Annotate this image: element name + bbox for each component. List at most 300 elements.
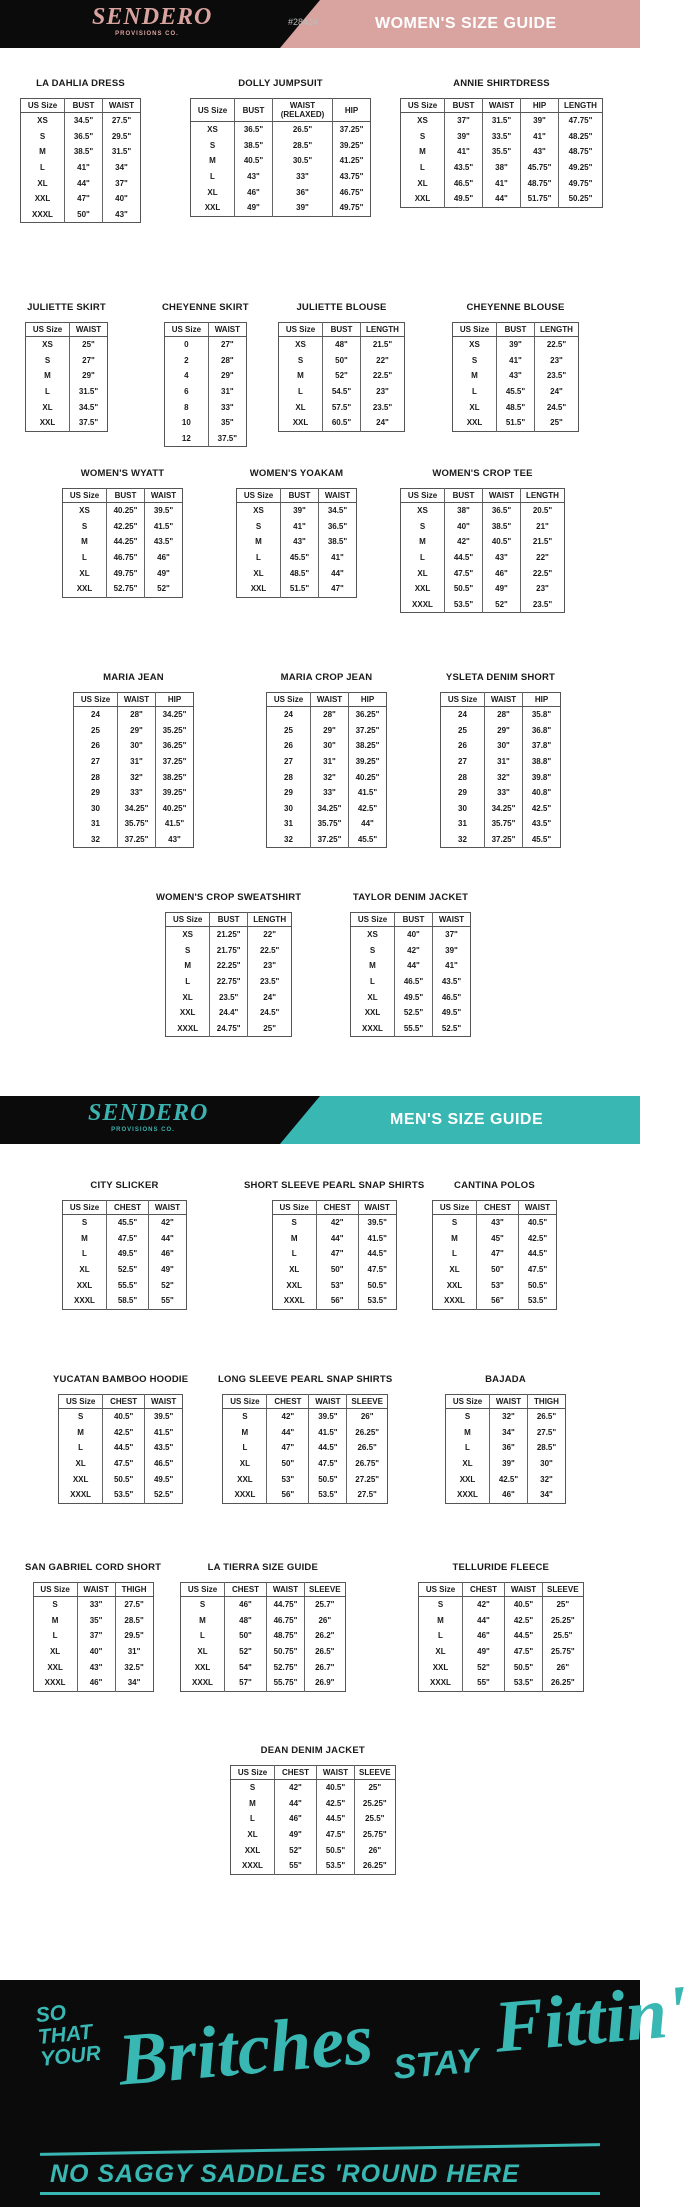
table-cell: 46.5" (145, 1456, 183, 1472)
column-header: US Size (267, 693, 311, 707)
size-chart-title: CITY SLICKER (90, 1180, 159, 1191)
size-chart-title: JULIETTE BLOUSE (296, 302, 387, 313)
column-header: US Size (63, 489, 107, 503)
table-cell: XL (37, 178, 48, 188)
table-cell: XL (462, 1459, 473, 1469)
table-cell: 49" (275, 1827, 317, 1843)
table-cell: S (437, 1600, 444, 1610)
size-chart-ysleta-denim-short (440, 672, 561, 848)
table-cell: 28" (208, 353, 246, 369)
table-row (237, 534, 357, 550)
table-cell: 26.7" (305, 1659, 346, 1675)
table-cell: XL (79, 1265, 90, 1275)
table-row (26, 415, 108, 431)
table-cell: 33" (311, 785, 349, 801)
table-cell: 44.25" (107, 534, 145, 550)
table-cell: 50" (65, 207, 103, 223)
table-row (33, 1675, 153, 1691)
table-cell: 28.5" (115, 1613, 153, 1629)
table-row (401, 144, 603, 160)
size-chart-title: WOMEN'S CROP SWEATSHIRT (156, 892, 302, 903)
table-row (446, 1409, 566, 1425)
table-cell: 41" (433, 958, 471, 974)
table-cell: 30.5" (273, 153, 333, 169)
table-row (446, 1487, 566, 1503)
table-cell: 21.25" (210, 927, 248, 943)
table-row (181, 1597, 346, 1613)
table-row (63, 1293, 187, 1309)
column-header: US Size (351, 913, 395, 927)
column-header: CHEST (316, 1201, 358, 1215)
table-cell: XL (42, 402, 53, 412)
size-chart-title: CHEYENNE BLOUSE (466, 302, 565, 313)
table-cell: XL (207, 187, 218, 197)
table-header-row (26, 323, 108, 337)
table-row (223, 1471, 388, 1487)
column-header: BUST (235, 99, 273, 122)
table-cell: M (255, 537, 262, 547)
table-row (59, 1440, 183, 1456)
column-header: CHEST (225, 1583, 267, 1597)
size-chart-title: YSLETA DENIM SHORT (445, 672, 556, 683)
table-cell: 25 (284, 725, 293, 735)
table-row (433, 1277, 557, 1293)
table-cell: L (250, 1814, 255, 1824)
table-cell: 31.5" (103, 144, 141, 160)
table-cell: 44" (275, 1796, 317, 1812)
table-row (401, 597, 565, 613)
table-cell: M (437, 1615, 444, 1625)
table-cell: 37.25" (485, 832, 523, 848)
table-cell: L (256, 553, 261, 563)
column-header: US Size (21, 99, 65, 113)
table-row (433, 1215, 557, 1231)
table-cell: 37.5" (208, 431, 246, 447)
table-cell: L (472, 387, 477, 397)
size-chart-title: LA DAHLIA DRESS (36, 78, 125, 89)
table-cell: 41.5" (358, 1231, 396, 1247)
size-chart-long-sleeve-pearl-snap-shirts (218, 1374, 392, 1504)
table-cell: 31" (485, 754, 523, 770)
table-header-row (272, 1201, 396, 1215)
table-cell: XXXL (192, 1678, 213, 1688)
table-cell: XS (79, 506, 90, 516)
table-row (267, 785, 387, 801)
table-cell: 12 (181, 433, 191, 443)
table-cell: 8 (184, 402, 189, 412)
size-table (418, 1582, 584, 1692)
size-chart-la-tierra-size-guide (180, 1562, 346, 1692)
table-row (164, 415, 246, 431)
table-cell: 40.5" (483, 534, 521, 550)
table-cell: S (464, 1412, 471, 1422)
table-cell: 35" (208, 415, 246, 431)
column-header: US Size (33, 1583, 77, 1597)
table-row (453, 353, 579, 369)
table-cell: 42" (275, 1780, 317, 1796)
size-chart-dean-denim-jacket (230, 1745, 396, 1875)
column-header: THIGH (115, 1583, 153, 1597)
table-cell: 53.5" (519, 1293, 557, 1309)
table-row (267, 723, 387, 739)
table-cell: XL (79, 568, 90, 578)
table-cell: 40.8" (523, 785, 561, 801)
table-cell: 55.5" (395, 1021, 433, 1037)
size-chart-juliette-skirt (25, 302, 108, 432)
table-cell: L (438, 1631, 443, 1641)
column-header: LENGTH (535, 323, 579, 337)
column-header: US Size (181, 1583, 225, 1597)
table-row (164, 399, 246, 415)
column-header: CHEST (463, 1583, 505, 1597)
table-cell: XL (197, 1647, 208, 1657)
column-header: HIP (349, 693, 387, 707)
table-cell: L (242, 1443, 248, 1453)
table-cell: 33" (208, 399, 246, 415)
table-row (21, 144, 141, 160)
table-cell: 24.5" (248, 1005, 292, 1021)
table-cell: XL (295, 402, 306, 412)
table-cell: 37" (433, 927, 471, 943)
table-row (401, 565, 565, 581)
table-row (237, 550, 357, 566)
table-cell: 36.25" (349, 707, 387, 723)
table-cell: 36.5" (319, 519, 357, 535)
table-cell: 24 (284, 710, 293, 720)
table-cell: XS (417, 116, 428, 126)
table-cell: 43" (103, 207, 141, 223)
table-row (433, 1231, 557, 1247)
table-row (181, 1613, 346, 1629)
table-row (441, 832, 561, 848)
table-row (419, 1675, 584, 1691)
table-row (401, 519, 565, 535)
table-row (272, 1293, 396, 1309)
table-cell: 23" (248, 958, 292, 974)
table-row (441, 801, 561, 817)
table-cell: XL (182, 992, 193, 1002)
size-chart-title: DOLLY JUMPSUIT (238, 78, 323, 89)
column-header: US Size (26, 323, 70, 337)
table-cell: 48.5" (497, 399, 535, 415)
table-cell: 32" (490, 1409, 528, 1425)
size-chart-title: CANTINA POLOS (454, 1180, 535, 1191)
table-row (453, 384, 579, 400)
table-cell: 41.25" (333, 153, 371, 169)
size-table (33, 1582, 154, 1692)
table-cell: 52.75" (107, 581, 145, 597)
size-chart-title: YUCATAN BAMBOO HOODIE (53, 1374, 189, 1385)
table-cell: 28" (118, 707, 156, 723)
table-cell: 26.75" (347, 1456, 388, 1472)
table-row (446, 1471, 566, 1487)
table-cell: 40" (77, 1644, 115, 1660)
table-cell: 46" (275, 1811, 317, 1827)
table-cell: 52" (149, 1277, 187, 1293)
column-header: THIGH (528, 1395, 566, 1409)
table-cell: 55" (149, 1293, 187, 1309)
table-cell: L (52, 1631, 58, 1641)
table-cell: 31" (311, 754, 349, 770)
size-chart-dolly-jumpsuit (190, 78, 371, 217)
men-guide-title: MEN'S SIZE GUIDE (390, 1111, 544, 1128)
table-cell: 60.5" (323, 415, 361, 431)
column-header: US Size (453, 323, 497, 337)
column-header: LENGTH (559, 99, 603, 113)
table-cell: 23.5" (521, 597, 565, 613)
table-cell: S (419, 521, 426, 531)
column-header: LENGTH (248, 913, 292, 927)
table-cell: 26 (458, 741, 467, 751)
table-cell: 39.25" (156, 785, 194, 801)
table-cell: 41" (483, 175, 521, 191)
table-row (63, 534, 183, 550)
size-table (62, 1200, 187, 1310)
table-cell: 29 (284, 788, 293, 798)
size-chart-title: MARIA JEAN (103, 672, 164, 683)
table-cell: 37.8" (523, 738, 561, 754)
table-row (279, 384, 405, 400)
table-cell: 31" (208, 384, 246, 400)
table-row (453, 368, 579, 384)
table-cell: 43.5" (445, 160, 483, 176)
table-cell: 44" (319, 565, 357, 581)
table-cell: 33" (485, 785, 523, 801)
table-cell: 46.5" (445, 175, 483, 191)
table-cell: 39" (281, 503, 319, 519)
table-cell: 49" (149, 1262, 187, 1278)
table-cell: 22.75" (210, 974, 248, 990)
table-cell: 35.25" (156, 723, 194, 739)
table-cell: 41.5" (156, 816, 194, 832)
table-cell: XXXL (70, 1490, 92, 1500)
column-header: US Size (166, 913, 210, 927)
table-cell: 44" (395, 958, 433, 974)
table-cell: 55.5" (107, 1277, 149, 1293)
table-cell: 26" (355, 1842, 396, 1858)
table-cell: 25.75" (355, 1827, 396, 1843)
table-cell: M (209, 156, 216, 166)
column-header: HIP (523, 693, 561, 707)
table-row (223, 1440, 388, 1456)
table-cell: 55" (463, 1675, 505, 1691)
size-table (165, 912, 292, 1037)
table-cell: 47" (477, 1246, 519, 1262)
table-row (181, 1659, 346, 1675)
table-cell: 25 (458, 725, 467, 735)
size-chart-taylor-denim-jacket (350, 892, 471, 1037)
brand-name: SENDERO (88, 1100, 209, 1126)
table-row (166, 958, 292, 974)
table-cell: 50.5" (505, 1659, 543, 1675)
table-cell: L (200, 1631, 205, 1641)
table-row (33, 1628, 153, 1644)
column-header: WAIST (319, 489, 357, 503)
column-header: CHEST (477, 1201, 519, 1215)
table-cell: 41" (445, 144, 483, 160)
table-row (231, 1811, 396, 1827)
column-header: US Size (191, 99, 235, 122)
table-row (279, 368, 405, 384)
table-row (351, 1021, 471, 1037)
table-cell: 47" (316, 1246, 358, 1262)
table-cell: XXL (364, 1008, 381, 1018)
table-cell: 35.75" (118, 816, 156, 832)
table-cell: 50.5" (445, 581, 483, 597)
table-cell: 26.25" (347, 1425, 388, 1441)
table-cell: 44" (483, 191, 521, 207)
table-cell: 26.5" (528, 1409, 566, 1425)
table-cell: 32 (91, 835, 100, 845)
size-table (222, 1394, 388, 1504)
size-chart-women-s-crop-tee (400, 468, 565, 613)
table-row (26, 368, 108, 384)
table-cell: XXXL (283, 1296, 305, 1306)
table-cell: 42.5" (523, 801, 561, 817)
table-cell: 26.9" (305, 1675, 346, 1691)
size-chart-maria-crop-jean (266, 672, 387, 848)
table-cell: 38.5" (65, 144, 103, 160)
table-cell: 21.5" (521, 534, 565, 550)
table-cell: 37.25" (311, 832, 349, 848)
table-row (74, 769, 194, 785)
table-cell: 47.5" (358, 1262, 396, 1278)
table-cell: S (471, 355, 478, 365)
table-cell: 21.75" (210, 943, 248, 959)
table-cell: XL (417, 568, 428, 578)
size-table (62, 488, 183, 598)
table-header-row (63, 489, 183, 503)
table-cell: 50.5" (519, 1277, 557, 1293)
slogan-underline (40, 2143, 600, 2156)
table-cell: XXL (72, 1474, 89, 1484)
table-cell: 23" (521, 581, 565, 597)
table-cell: 22.5" (248, 943, 292, 959)
table-cell: 49.5" (145, 1471, 183, 1487)
table-cell: 26.25" (355, 1858, 396, 1874)
table-row (33, 1597, 153, 1613)
table-cell: L (452, 1249, 457, 1259)
table-row (74, 832, 194, 848)
table-cell: 40.5" (317, 1780, 355, 1796)
table-cell: 40.25" (156, 801, 194, 817)
table-row (166, 927, 292, 943)
women-guide-title: WOMEN'S SIZE GUIDE (375, 15, 557, 32)
table-row (191, 169, 371, 185)
table-cell: M (464, 1427, 471, 1437)
table-cell: 31 (458, 819, 467, 829)
table-cell: 53" (477, 1277, 519, 1293)
table-cell: 47.5" (445, 565, 483, 581)
table-cell: 25.25" (543, 1613, 584, 1629)
table-cell: XS (253, 506, 264, 516)
table-row (164, 337, 246, 353)
table-cell: 44" (65, 175, 103, 191)
table-row (441, 769, 561, 785)
table-header-row (231, 1766, 396, 1780)
table-cell: 40" (445, 519, 483, 535)
size-chart-san-gabriel-cord-short (25, 1562, 161, 1692)
table-row (164, 368, 246, 384)
table-cell: 43" (521, 144, 559, 160)
table-row (63, 1277, 187, 1293)
table-cell: 32" (528, 1471, 566, 1487)
table-cell: 40" (395, 927, 433, 943)
table-row (279, 415, 405, 431)
men-size-guide-banner (0, 1096, 640, 1144)
size-table (25, 322, 108, 432)
size-table (190, 98, 371, 217)
table-cell: 43" (477, 1215, 519, 1231)
table-row (26, 384, 108, 400)
table-cell: 37" (445, 113, 483, 129)
table-cell: 41.5" (145, 519, 183, 535)
table-cell: 41.5" (145, 1425, 183, 1441)
table-cell: 37.25" (118, 832, 156, 848)
column-header: BUST (445, 99, 483, 113)
table-cell: 23" (361, 384, 405, 400)
table-cell: 39.5" (145, 1409, 183, 1425)
table-cell: 52.5" (145, 1487, 183, 1503)
table-cell: 44.5" (103, 1440, 145, 1456)
table-cell: 39.5" (145, 503, 183, 519)
table-cell: 24 (458, 710, 467, 720)
table-cell: XXXL (177, 1023, 199, 1033)
table-cell: 34.5" (70, 399, 108, 415)
table-cell: 24" (535, 384, 579, 400)
table-cell: 30" (485, 738, 523, 754)
table-cell: 50" (267, 1456, 309, 1472)
table-cell: XL (469, 402, 480, 412)
table-row (419, 1613, 584, 1629)
table-cell: 42.5" (349, 801, 387, 817)
column-header: BUST (210, 913, 248, 927)
table-row (267, 738, 387, 754)
table-row (267, 707, 387, 723)
table-row (166, 989, 292, 1005)
table-cell: 44" (316, 1231, 358, 1247)
size-chart-title: MARIA CROP JEAN (280, 672, 373, 683)
table-cell: XXL (76, 1280, 93, 1290)
size-chart-title: TELLURIDE FLEECE (452, 1562, 550, 1573)
table-cell: XXL (244, 1845, 261, 1855)
table-cell: S (451, 1218, 458, 1228)
table-cell: XXXL (457, 1490, 478, 1500)
column-header: US Size (59, 1395, 103, 1409)
table-cell: 21" (521, 519, 565, 535)
table-cell: 34.5" (65, 113, 103, 129)
table-cell: 33.5" (483, 129, 521, 145)
table-cell: 32 (458, 835, 467, 845)
table-header-row (164, 323, 246, 337)
table-cell: 36.5" (65, 129, 103, 145)
table-cell: 34.25" (118, 801, 156, 817)
table-cell: 26.5" (273, 122, 333, 138)
column-header: SLEEVE (347, 1395, 388, 1409)
column-header: US Size (433, 1201, 477, 1215)
table-row (164, 353, 246, 369)
table-row (446, 1456, 566, 1472)
table-cell: 0 (184, 340, 189, 350)
table-cell: 49.75" (333, 200, 371, 216)
size-chart-city-slicker (62, 1180, 187, 1310)
table-cell: 28 (458, 772, 467, 782)
table-cell: 42" (316, 1215, 358, 1231)
table-cell: 48.75" (559, 144, 603, 160)
size-chart-bajada (445, 1374, 566, 1504)
table-cell: 26" (347, 1409, 388, 1425)
table-cell: 43.5" (145, 534, 183, 550)
